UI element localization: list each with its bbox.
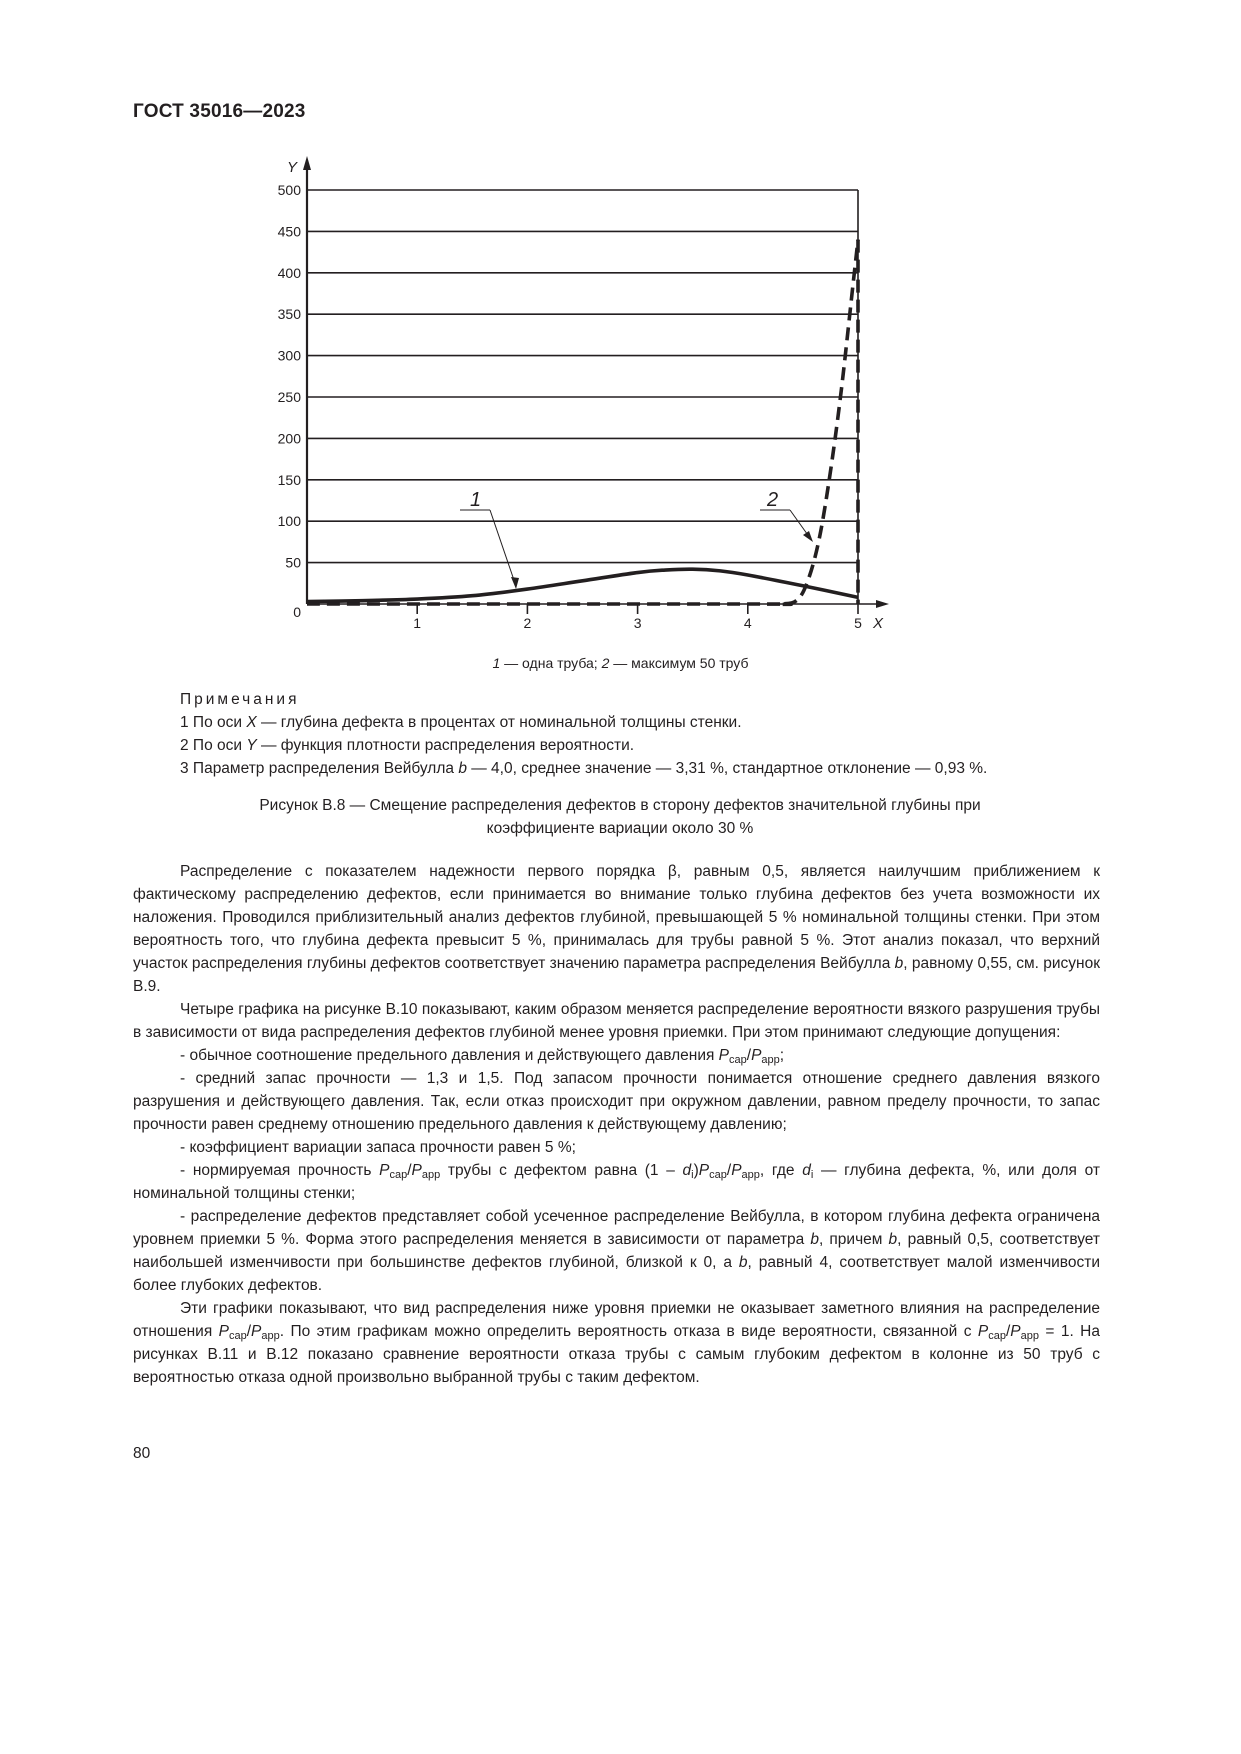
annotation-arrow-1-icon [511,577,519,589]
y-tick-label: 300 [277,347,301,364]
y-tick-label: 0 [293,604,301,620]
chart-legend [0,655,1241,671]
x-tick-label: 5 [854,615,862,631]
body-text [133,860,1100,1389]
note-item: 2 По оси Y — функция плотности распределения вероятности. [180,737,635,754]
x-axis-arrow-icon [876,600,889,608]
x-tick-label: 3 [633,615,642,631]
y-tick-label: 50 [285,554,301,571]
x-tick-label: 2 [523,615,532,631]
y-axis-label: Y [287,159,298,176]
legend-num-1: 1 [492,655,501,671]
chart [0,0,1241,650]
list-item: - нормируемая прочность $P_{cap}/P_{app}$ трубы с дефектом равна $(1 - d_i)P_{cap}/P_{app}$, где $d_i$ — глубина дефекта, %, или доля от номинальной толщины стенки; [133,1162,1101,1202]
x-tick-labels [413,604,862,631]
notes-title: Примечания [180,691,300,708]
annotation-label-2: 2 [767,489,779,511]
list-item: - обычное соотношение предельного давления и действующего давления $P_{cap}/P_{app}$; [180,1047,785,1066]
legend-num-2: 2 [601,655,610,671]
y-tick-label: 500 [277,182,301,198]
list-item: - распределение дефектов представляет собой усеченное распределение Вейбулла, в котором глубина дефекта ограничена уровнем приемки 5 %. Форма этого распределения меняется в зависимости от параметра b, причем b, равный 0,5, соответствует наибольшей изменчивости при большинстве дефектов глубиной, близкой к 0, а b, равный 4, соответствует малой изменчивости более глубоких дефектов. [133,1208,1100,1294]
page-number: 80 [133,1445,151,1462]
paragraph: Четыре графика на рисунке В.10 показывают, каким образом меняется распределение вероятности вязкого разрушения трубы в зависимости от вида распределения дефектов глубиной менее уровня приемки. При этом принимают следующие допущения: [133,1001,1100,1041]
note-item: 3 Параметр распределения Вейбулла b — 4,0, среднее значение — 3,31 %, стандартное отклонение — 0,93 %. [180,760,988,777]
document-header: ГОСТ 35016—2023 [133,101,306,122]
y-tick-label: 200 [277,430,301,447]
caption-line-1: Рисунок В.8 — Смещение распределения дефектов в сторону дефектов значительной глубины при [259,797,981,814]
note-item: 1 По оси X — глубина дефекта в процентах от номинальной толщины стенки. [180,714,742,731]
paragraph: Эти графики показывают, что вид распределения ниже уровня приемки не оказывает заметного влияния на распределение отношения $P_{cap}/P_{app}$. По этим графикам можно определить вероятность отказа в виде вероятности, связанной с $P_{cap}/P_{app} = 1$. На рисунках В.11 и В.12 показано сравнение вероятности отказа трубы с самым глубоким дефектом в колонне из 50 труб с вероятностью отказа одной произвольно выбранной трубы с таким дефектом. [133,1300,1100,1386]
x-tick-label: 4 [743,615,752,631]
y-tick-label: 450 [277,223,301,240]
caption-line-2: коэффициенте вариации около 30 % [486,820,754,837]
y-axis-arrow-icon [303,156,311,170]
y-tick-label: 400 [277,264,301,281]
figure-notes [180,688,1110,780]
figure-caption [140,794,1100,840]
x-axis-label: X [873,615,884,632]
y-tick-label: 250 [277,389,301,405]
annotation-arrow-2-icon [803,531,813,542]
paragraph: Распределение с показателем надежности первого порядка β, равным 0,5, является наилучшим приближением к фактическому распределению дефектов, если принимается во внимание только глубина дефектов без учета возможности их наложения. Проводился приблизительный анализ дефектов глубиной, превышающей 5 % номинальной толщины стенки. При этом вероятность того, что глубина дефекта превысит 5 %, принималась для трубы равной 5 %. Этот анализ показал, что верхний участок распределения глубины дефектов соответствует значению параметра распределения Вейбулла b, равному 0,55, см. рисунок В.9. [133,863,1100,995]
y-tick-label: 350 [277,306,301,323]
chart-axes [287,156,889,632]
series-1-line [307,569,858,601]
list-item: - средний запас прочности — 1,3 и 1,5. Под запасом прочности понимается отношение среднего давления вязкого разрушения и действующего давления. Так, если отказ происходит при окружном давлении, равном пределу прочности, то запас прочности равен среднему отношению предельного давления к действующему давлению; [133,1070,1100,1133]
x-tick-label: 1 [413,615,422,631]
y-tick-labels [278,182,302,620]
y-tick-label: 150 [277,471,301,488]
chart-series [307,240,858,605]
series-2-line [307,240,858,605]
annotation-label-1: 1 [470,489,482,511]
list-item: - коэффициент вариации запаса прочности равен 5 %; [180,1139,576,1156]
legend-text-2: — максимум 50 труб [609,655,749,671]
legend-text-1: — одна труба; [500,655,602,671]
chart-grid [307,190,858,604]
y-tick-label: 100 [277,513,301,530]
